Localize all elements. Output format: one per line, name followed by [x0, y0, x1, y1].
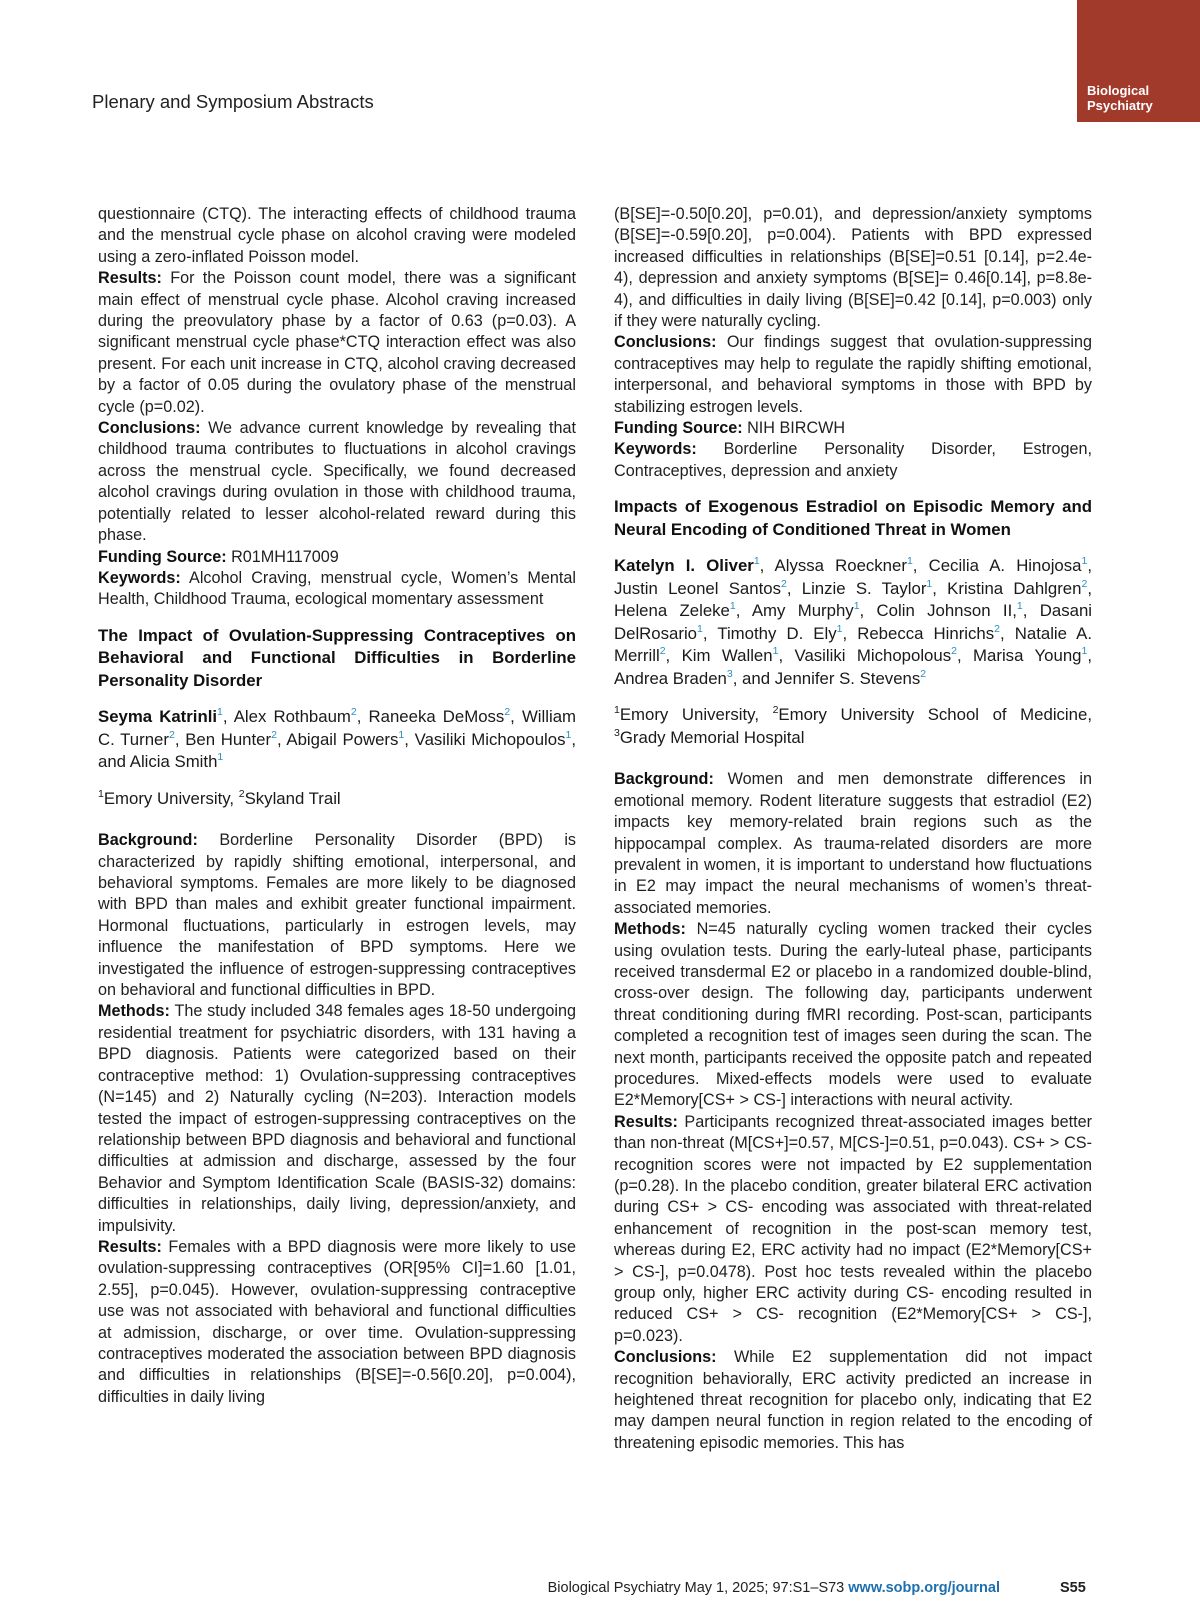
author-affiliation-marker: 2	[168, 728, 175, 741]
methods-paragraph: Methods: The study included 348 females ages 18-50 undergoing residential treatment for psychiatric disorders, with 131 having a BPD diagnosis. Patients were categorized based on their contraceptive method: 1) Ovulation-suppressing contraceptives (N=145) and 2) Naturally cycling (N=203). Interaction models tested the impact of estrogen-suppressing contraceptives on the relationship between BPD diagnosis and behavioral and functional difficulties at admission and discharge, assessed by the four Behavior and Symptom Identification Scale (BASIS-32) domains: difficulties in relationships, daily living, depression/anxiety, and impulsivity.	[98, 1002, 576, 1235]
author-affiliation-marker: 2	[780, 577, 787, 590]
author-name: Abigail Powers	[286, 729, 399, 749]
author-name: Dasani DelRosario	[614, 601, 1093, 643]
left-column	[98, 204, 576, 1408]
author-affiliation-marker: 1	[729, 600, 736, 613]
affiliation-marker: 1	[614, 704, 620, 717]
author-affiliation-marker: 1	[926, 577, 933, 590]
author-name: Katelyn I. Oliver	[614, 556, 754, 576]
conclusions-paragraph: Conclusions: We advance current knowledge by revealing that childhood trauma contributes to fluctuations in alcohol cravings across the menstrual cycle. Specifically, we found decreased alcohol cravings during ovulation in those with childhood trauma, potentially related to lesser alcohol-related reward during this phase.	[98, 419, 576, 545]
author-name: Marisa Young	[973, 646, 1082, 666]
affiliation-name: Skyland Trail	[244, 788, 341, 808]
author-name: Ben Hunter	[185, 729, 272, 749]
author-affiliation-marker: 1	[753, 555, 760, 568]
author-affiliation-marker: 1	[853, 600, 860, 613]
author-affiliation-marker: 1	[697, 622, 703, 635]
affiliation-list: $^1$Emory University, $^2$Skyland Trail	[98, 787, 341, 808]
right-column	[614, 204, 1092, 1454]
author-affiliation-marker: 1	[1081, 645, 1088, 658]
affiliation-name: Emory University	[103, 788, 230, 808]
author-affiliation-marker: 2	[504, 706, 511, 719]
author-affiliation-marker: 2	[350, 706, 357, 719]
author-affiliation-marker: 3	[726, 667, 733, 680]
author-affiliation-marker: 1	[772, 645, 779, 658]
author-name: Kristina Dahlgren	[947, 578, 1082, 598]
author-list: Seyma Katrinli$^1$, Alex Rothbaum$^2$, Raneeka DeMoss$^2$, William C. Turner$^2$, Ben Hunter$^2$, Abigail Powers$^1$, Vasiliki Michopoulos$^1$, and Alicia Smith$^1$	[98, 706, 577, 772]
journal-brand-tab	[1077, 0, 1200, 122]
affiliation-marker: 2	[772, 704, 779, 717]
author-name: Helena Zeleke	[614, 601, 730, 621]
affiliation-marker: 2	[238, 787, 245, 800]
author-name: Seyma Katrinli	[98, 707, 218, 727]
author-name: Alyssa Roeckner	[774, 556, 907, 576]
funding-paragraph: Funding Source: R01MH117009	[98, 547, 339, 566]
author-affiliation-marker: 1	[1081, 555, 1088, 568]
results-paragraph: Results: Females with a BPD diagnosis were more likely to use ovulation-suppressing contraceptives (OR[95% CI]=1.60 [1.01, 2.55], p=0.045). However, ovulation-suppressing contraceptive use was not associated with behavioral and functional difficulties at admission, discharge, or over time. Ovulation-suppressing contraceptives moderated the association between BPD diagnosis and difficulties in relationships (B[SE]=-0.56[0.20], p=0.004), difficulties in daily living	[98, 1237, 577, 1406]
page-number: S55	[1060, 1580, 1086, 1596]
author-affiliation-marker: 2	[951, 645, 957, 658]
author-affiliation-marker: 1	[906, 555, 913, 568]
author-name: Alex Rothbaum	[233, 707, 351, 727]
author-affiliation-marker: 1	[217, 751, 224, 764]
author-name: Vasiliki Michopolous	[794, 646, 952, 666]
author-name: William C. Turner	[98, 707, 577, 749]
results-continued-paragraph: (B[SE]=-0.50[0.20], p=0.01), and depression/anxiety symptoms (B[SE]=-0.59[0.20], p=0.004). Patients with BPD expressed increased difficulties in relationships (B[SE]=0.51 [0.14], p=2.4e-4), depression and anxiety symptoms (B[SE]= 0.46[0.14], p=8.8e-4), and difficulties in daily living (B[SE]=0.42 [0.14], p=0.003) only if they were naturally cycling.	[614, 205, 1092, 331]
author-affiliation-marker: 2	[1081, 577, 1088, 590]
journal-brand-text: Biological Psychiatry	[1087, 83, 1153, 113]
author-affiliation-marker: 2	[659, 645, 666, 658]
intro-paragraph: questionnaire (CTQ). The interacting effects of childhood trauma and the menstrual cycle phase on alcohol craving were modeled using a zero-inflated Poisson model.	[98, 205, 576, 266]
author-name: Cecilia A. Hinojosa	[928, 556, 1082, 576]
author-name: Alicia Smith	[129, 752, 218, 772]
affiliation-name: Emory University	[619, 705, 755, 725]
affiliation-name: Emory University School of Medicine	[778, 705, 1088, 725]
author-list: Katelyn I. Oliver$^1$, Alyssa Roeckner$^1$, Cecilia A. Hinojosa$^1$, Justin Leonel Santos$^2$, Linzie S. Taylor$^1$, Kristina Dahlgren$^2$, Helena Zeleke$^1$, Amy Murphy$^1$, Colin Johnson II,$^1$, Dasani DelRosario$^1$, Timothy D. Ely$^1$, Rebecca Hinrichs$^2$, Natalie A. Merrill$^2$, Kim Wallen$^1$, Vasiliki Michopolous$^2$, Marisa Young$^1$, Andrea Braden$^3$, and Jennifer S. Stevens$^2$	[614, 555, 1093, 688]
author-name: Natalie A. Merrill	[614, 623, 1092, 666]
author-name: Kim Wallen	[681, 646, 773, 666]
funding-paragraph: Funding Source: NIH BIRCWH	[614, 419, 846, 438]
author-name: Justin Leonel Santos	[614, 578, 781, 598]
journal-url-link[interactable]: www.sobp.org/journal	[848, 1580, 1000, 1596]
author-name: Rebecca Hinrichs	[857, 623, 995, 643]
background-paragraph: Background: Women and men demonstrate differences in emotional memory. Rodent literature suggests that estradiol (E2) impacts key memory-related brain regions such as the hippocampal complex. As trauma-related disorders are more prevalent in women, it is important to understand how fluctuations in E2 may impact the neural mechanisms of women’s threat-associated memories.	[614, 770, 1093, 917]
conclusions-paragraph: Conclusions: While E2 supplementation did not impact recognition behaviorally, ERC activity predicted an increase in heightened threat recognition for placebo only, indicating that E2 may dampen neural function in region related to the encoding of threatening episodic memories. This has	[614, 1348, 1092, 1452]
running-header: Plenary and Symposium Abstracts	[92, 91, 374, 112]
author-affiliation-marker: 1	[398, 728, 405, 741]
methods-paragraph: Methods: N=45 naturally cycling women tracked their cycles using ovulation tests. During the early-luteal phase, participants received transdermal E2 or placebo in a randomized double-blind, cross-over design. The following day, participants underwent threat conditioning during fMRI recording. Post-scan, participants completed a recognition test of images seen during the scan. The next month, participants received the opposite patch and repeated procedures. Mixed-effects models were used to evaluate E2*Memory[CS+ > CS-] interactions with neural activity.	[614, 920, 1093, 1110]
author-affiliation-marker: 1	[217, 706, 223, 719]
article-title: The Impact of Ovulation-Suppressing Contraceptives on Behavioral and Functional Difficulties in Borderline Personality Disorder	[98, 625, 576, 690]
author-name: Andrea Braden	[614, 668, 727, 688]
journal-citation: Biological Psychiatry May 1, 2025; 97:S1–S73 www.sobp.org/journal	[547, 1580, 1000, 1596]
keywords-paragraph: Keywords: Borderline Personality Disorder, Estrogen, Contraceptives, depression and anxiety	[614, 440, 1092, 480]
author-name: Timothy D. Ely	[717, 623, 837, 643]
author-name: Colin Johnson II,	[876, 601, 1017, 621]
author-name: Jennifer S. Stevens	[774, 668, 921, 688]
affiliation-marker: 1	[98, 787, 104, 800]
author-affiliation-marker: 2	[271, 728, 277, 741]
results-paragraph: Results: For the Poisson count model, there was a significant main effect of menstrual cycle phase. Alcohol craving increased during the preovulatory phase by a factor of 0.63 (p=0.03). A significant menstrual cycle phase*CTQ interaction effect was also present. For each unit increase in CTQ, alcohol craving decreased by a factor of 0.05 during the ovulatory phase of the menstrual cycle (p=0.02).	[98, 269, 576, 416]
author-affiliation-marker: 2	[920, 667, 927, 680]
background-paragraph: Background: Borderline Personality Disorder (BPD) is characterized by rapidly shifting emotional, interpersonal, and behavioral symptoms. Females are more likely to be diagnosed with BPD than males and exhibit greater functional impairment. Hormonal fluctuations, particularly in estrogen levels, may influence the manifestation of BPD symptoms. Here we investigated the influence of estrogen-suppressing contraceptives on behavioral and functional difficulties in BPD.	[98, 831, 577, 1000]
keywords-paragraph: Keywords: Alcohol Craving, menstrual cycle, Women’s Mental Health, Childhood Trauma, ecological momentary assessment	[98, 568, 576, 609]
author-name: Raneeka DeMoss	[368, 707, 505, 727]
author-affiliation-marker: 1	[1016, 600, 1023, 613]
results-paragraph: Results: Participants recognized threat-associated images better than non-threat (M[CS+]=0.57, M[CS-]=0.51, p=0.043). CS+ > CS- recognition scores were not impacted by E2 supplementation (p=0.28). In the placebo condition, greater bilateral ERC activation during CS+ > CS- encoding was associated with threat-related enhancement of recognition in the post-scan memory test, whereas during E2, ERC activity had no impact (E2*Memory[CS+ > CS-], p=0.0478). Post hoc tests revealed within the placebo group only, higher ERC activity during CS- encoding resulted in reduced CS+ > CS- recognition (E2*Memory[CS+ > CS-], p=0.023).	[614, 1112, 1092, 1345]
author-name: Vasiliki Michopoulos	[414, 729, 566, 749]
affiliation-list: $^1$Emory University, $^2$Emory University School of Medicine, $^3$Grady Memorial Hospital	[614, 704, 1093, 747]
article-title: Impacts of Exogenous Estradiol on Episodic Memory and Neural Encoding of Conditioned Threat in Women	[614, 497, 1092, 539]
affiliation-marker: 3	[614, 726, 620, 739]
author-affiliation-marker: 1	[836, 622, 843, 635]
conclusions-paragraph: Conclusions: Our findings suggest that ovulation-suppressing contraceptives may help to regulate the rapidly shifting emotional, interpersonal, and behavioral symptoms in those with BPD by stabilizing estrogen levels.	[614, 333, 1093, 416]
author-affiliation-marker: 1	[565, 728, 572, 741]
author-affiliation-marker: 2	[994, 622, 1000, 635]
author-name: Amy Murphy	[751, 601, 854, 621]
author-name: Linzie S. Taylor	[801, 578, 927, 598]
affiliation-name: Grady Memorial Hospital	[619, 727, 805, 747]
